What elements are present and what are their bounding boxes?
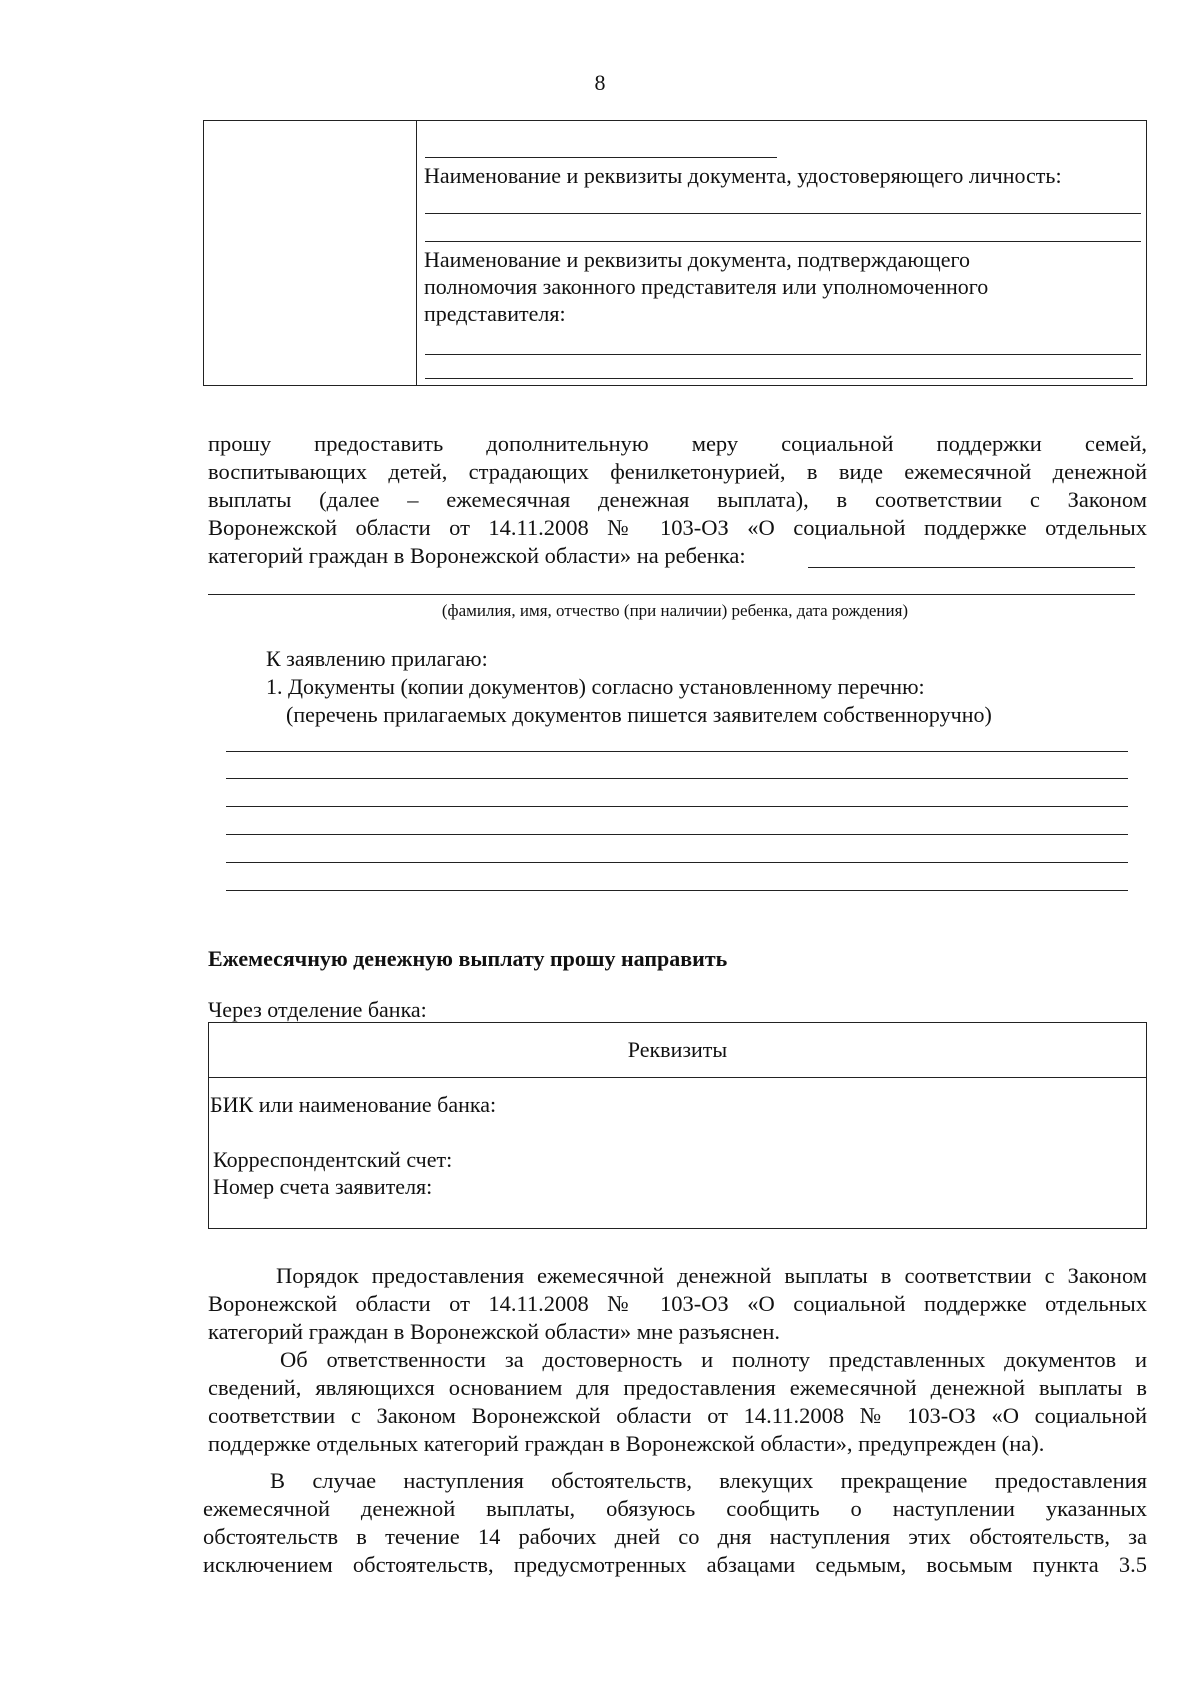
attachment-item-1: 1. Документы (копии документов) согласно установленному перечню:	[266, 674, 925, 699]
attachment-input-line[interactable]	[226, 778, 1128, 779]
attachment-item-1-note: (перечень прилагаемых документов пишется заявителем собственноручно)	[286, 702, 992, 727]
representative-document-label-line2: полномочия законного представителя или уполномоченного	[424, 274, 989, 299]
attachment-input-line[interactable]	[226, 890, 1128, 891]
notice-3-line4: исключением обстоятельств, предусмотренных абзацами седьмым, восьмым пункта 3.5	[203, 1552, 1147, 1577]
identity-document-label: Наименование и реквизиты документа, удостоверяющего личность:	[424, 163, 1062, 188]
request-text-line1: прошу предоставить дополнительную меру социальной поддержки семей,	[208, 431, 1147, 456]
identity-document-input-line[interactable]	[425, 213, 1141, 214]
attachment-input-line[interactable]	[226, 751, 1128, 752]
payment-heading: Ежемесячную денежную выплату прошу направить	[208, 946, 728, 971]
attachments-intro: К заявлению прилагаю:	[266, 646, 488, 671]
request-text-line2: воспитывающих детей, страдающих фенилкетонурией, в виде ежемесячной денежной	[208, 459, 1147, 484]
identity-document-input-line[interactable]	[425, 241, 1141, 242]
notice-2-line3: соответствии с Законом Воронежской области от 14.11.2008 № 103-ОЗ «О социальной	[208, 1403, 1147, 1428]
payment-via-bank: Через отделение банка:	[208, 997, 427, 1022]
bik-label: БИК или наименование банка:	[210, 1092, 497, 1117]
notice-2-line4: поддержке отдельных категорий граждан в Воронежской области», предупрежден (на).	[208, 1431, 1045, 1456]
correspondent-account-label: Корреспондентский счет:	[213, 1147, 453, 1172]
representative-document-input-line[interactable]	[425, 378, 1133, 379]
bank-table-header-divider	[209, 1077, 1146, 1078]
attachment-input-line[interactable]	[226, 806, 1128, 807]
notice-2-line2: сведений, являющихся основанием для предоставления ежемесячной денежной выплаты в	[208, 1375, 1147, 1400]
representative-document-label-line3: представителя:	[424, 301, 566, 326]
attachment-input-line[interactable]	[226, 862, 1128, 863]
blank-line	[425, 157, 777, 158]
child-name-input-line[interactable]	[208, 594, 1135, 595]
notice-3-line1: В случае наступления обстоятельств, влекущих прекращение предоставления	[270, 1468, 1147, 1493]
attachment-input-line[interactable]	[226, 834, 1128, 835]
notice-3-line2: ежемесячной денежной выплаты, обязуюсь сообщить о наступлении указанных	[203, 1496, 1147, 1521]
notice-1-line3: категорий граждан в Воронежской области» мне разъяснен.	[208, 1319, 781, 1344]
page-number: 8	[594, 70, 606, 95]
notice-1-line2: Воронежской области от 14.11.2008 № 103-ОЗ «О социальной поддержке отдельных	[208, 1291, 1147, 1316]
child-name-caption: (фамилия, имя, отчество (при наличии) ребенка, дата рождения)	[441, 601, 909, 620]
notice-3-line3: обстоятельств в течение 14 рабочих дней со дня наступления этих обстоятельств, за	[203, 1524, 1147, 1549]
bank-table-header: Реквизиты	[627, 1037, 728, 1062]
request-text-line4: Воронежской области от 14.11.2008 № 103-ОЗ «О социальной поддержке отдельных	[208, 515, 1147, 540]
representative-document-input-line[interactable]	[425, 354, 1141, 355]
applicant-account-label: Номер счета заявителя:	[213, 1174, 433, 1199]
table-column-divider	[416, 121, 417, 385]
notice-1-line1: Порядок предоставления ежемесячной денежной выплаты в соответствии с Законом	[276, 1263, 1147, 1288]
representative-document-label-line1: Наименование и реквизиты документа, подтверждающего	[424, 247, 970, 272]
request-text-line5: категорий граждан в Воронежской области» на ребенка:	[208, 543, 746, 568]
notice-2-line1: Об ответственности за достоверность и полноту представленных документов и	[280, 1347, 1147, 1372]
request-text-line3: выплаты (далее – ежемесячная денежная выплата), в соответствии с Законом	[208, 487, 1147, 512]
child-name-input-line[interactable]	[808, 567, 1135, 568]
